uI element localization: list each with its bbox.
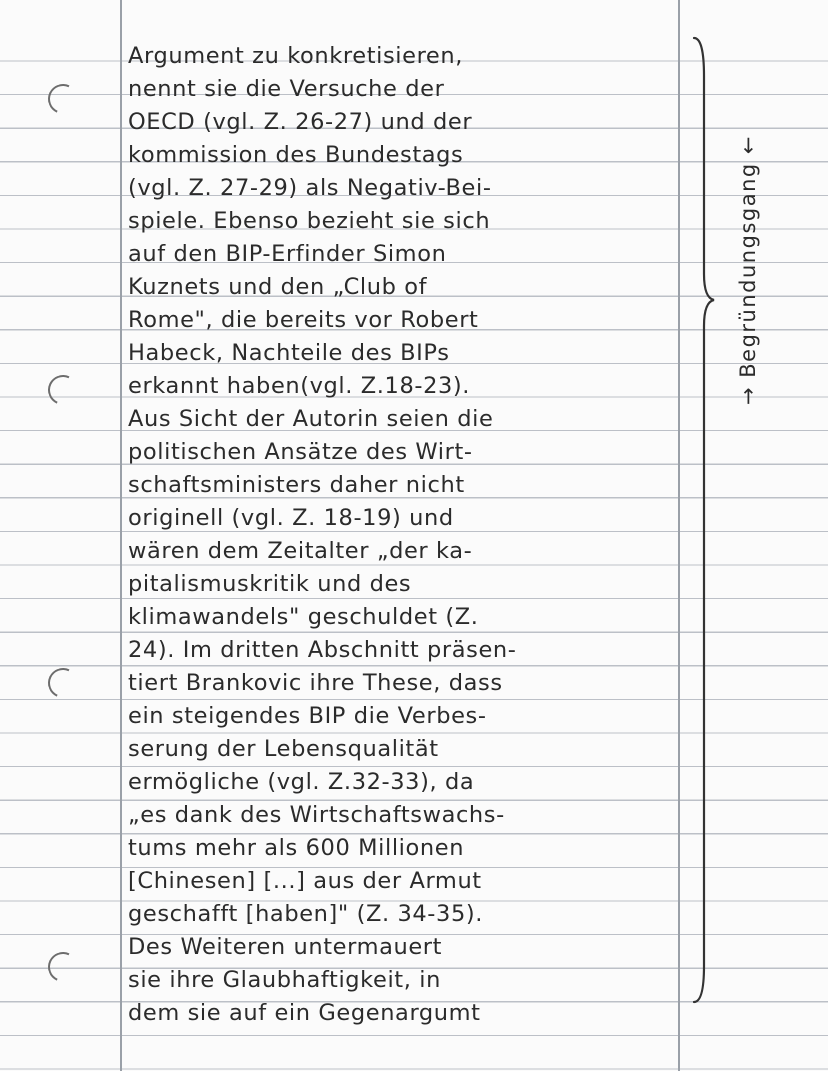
text-line: kommission des Bundestags bbox=[128, 142, 464, 168]
text-line: sie ihre Glaubhaftigkeit, in bbox=[128, 967, 441, 993]
punch-hole-icon bbox=[44, 664, 82, 702]
text-line: Argument zu konkretisieren, bbox=[128, 43, 463, 69]
side-annotation-label: → Begründungsgang ← bbox=[736, 134, 760, 406]
text-line: wären dem Zeitalter „der ka- bbox=[128, 538, 473, 564]
text-line: 24). Im dritten Abschnitt präsen- bbox=[128, 637, 517, 663]
text-line: schaftsministers daher nicht bbox=[128, 472, 465, 498]
text-line: originell (vgl. Z. 18-19) und bbox=[128, 505, 454, 531]
text-line: Aus Sicht der Autorin seien die bbox=[128, 406, 494, 432]
punch-hole-icon bbox=[44, 948, 82, 986]
text-line: OECD (vgl. Z. 26-27) und der bbox=[128, 109, 473, 135]
text-line: Des Weiteren untermauert bbox=[128, 934, 443, 960]
text-line: tums mehr als 600 Millionen bbox=[128, 835, 465, 861]
text-line: Rome", die bereits vor Robert bbox=[128, 307, 479, 333]
text-line: [Chinesen] [...] aus der Armut bbox=[128, 868, 482, 894]
text-line: nennt sie die Versuche der bbox=[128, 76, 445, 102]
text-line: serung der Lebensqualität bbox=[128, 736, 439, 762]
text-line: erkannt haben(vgl. Z.18-23). bbox=[128, 373, 471, 399]
right-margin-line bbox=[678, 0, 680, 1071]
text-line: Habeck, Nachteile des BIPs bbox=[128, 340, 450, 366]
text-line: Kuznets und den „Club of bbox=[128, 274, 428, 300]
text-line: tiert Brankovic ihre These, dass bbox=[128, 670, 503, 696]
text-line: spiele. Ebenso bezieht sie sich bbox=[128, 208, 491, 234]
text-line: klimawandels" geschuldet (Z. bbox=[128, 604, 479, 630]
text-line: politischen Ansätze des Wirt- bbox=[128, 439, 473, 465]
punch-hole-icon bbox=[44, 371, 82, 409]
text-line: auf den BIP-Erfinder Simon bbox=[128, 241, 447, 267]
left-margin-line bbox=[120, 0, 122, 1071]
text-line: geschafft [haben]" (Z. 34-35). bbox=[128, 901, 483, 927]
curly-brace-icon bbox=[690, 36, 716, 1006]
text-line: ein steigendes BIP die Verbes- bbox=[128, 703, 487, 729]
text-line: ermögliche (vgl. Z.32-33), da bbox=[128, 769, 475, 795]
text-line: „es dank des Wirtschaftswachs- bbox=[128, 802, 505, 828]
text-line: (vgl. Z. 27-29) als Negativ-Bei- bbox=[128, 175, 492, 201]
text-line: dem sie auf ein Gegenargumt bbox=[128, 1000, 481, 1026]
punch-hole-icon bbox=[44, 80, 82, 118]
handwritten-text-block bbox=[128, 40, 676, 1030]
text-line: pitalismuskritik und des bbox=[128, 571, 412, 597]
